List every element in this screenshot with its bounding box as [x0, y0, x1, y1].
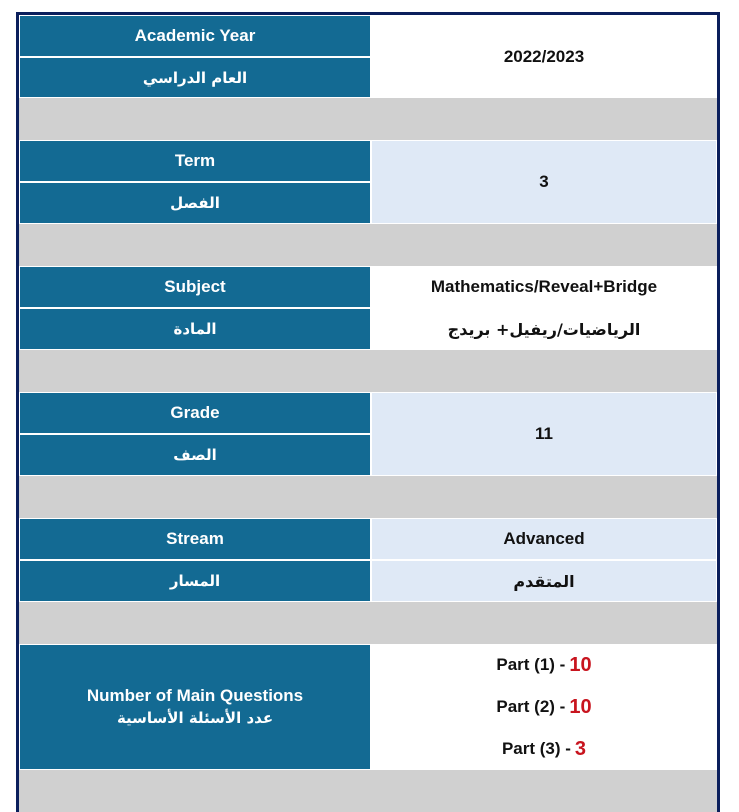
academic-year-label-ar: العام الدراسي [19, 57, 371, 98]
part-2-row [371, 686, 717, 728]
stream-label-en: Stream [19, 518, 371, 560]
subject-label-en: Subject [19, 266, 371, 308]
term-value: 3 [371, 140, 717, 224]
part-2-count: 10 [569, 695, 592, 718]
term-label-ar: الفصل [19, 182, 371, 224]
part-3-label: Part (3) - [501, 739, 571, 758]
stream-value-ar: المتقدم [371, 560, 717, 602]
spacer-row [19, 476, 717, 518]
exam-info-table [16, 12, 720, 812]
subject-value-en: Mathematics/Reveal+Bridge [371, 266, 717, 308]
subject-value-ar: الرياضيات/ريفيل+ بريدج [371, 308, 717, 350]
part-1-count: 10 [569, 653, 592, 676]
spacer-row [19, 224, 717, 266]
grade-label-ar: الصف [19, 434, 371, 476]
stream-label-ar: المسار [19, 560, 371, 602]
spacer-row [19, 350, 717, 392]
part-2-label: Part (2) - [496, 697, 566, 716]
part-3-row [371, 728, 717, 770]
spacer-row [19, 770, 717, 812]
spacer-row [19, 98, 717, 140]
stream-value-en: Advanced [371, 518, 717, 560]
part-3-count: 3 [574, 737, 587, 760]
part-1-row [371, 644, 717, 686]
subject-label-ar: المادة [19, 308, 371, 350]
main-questions-label-ar: عدد الأسئلة الأساسية [116, 709, 274, 728]
grade-label-en: Grade [19, 392, 371, 434]
academic-year-label-en: Academic Year [19, 15, 371, 57]
main-questions-label-en: Number of Main Questions [86, 686, 304, 706]
grade-value: 11 [371, 392, 717, 476]
academic-year-value: 2022/2023 [371, 15, 717, 98]
main-questions-label [19, 644, 371, 770]
part-1-label: Part (1) - [496, 655, 566, 674]
spacer-row [19, 602, 717, 644]
term-label-en: Term [19, 140, 371, 182]
